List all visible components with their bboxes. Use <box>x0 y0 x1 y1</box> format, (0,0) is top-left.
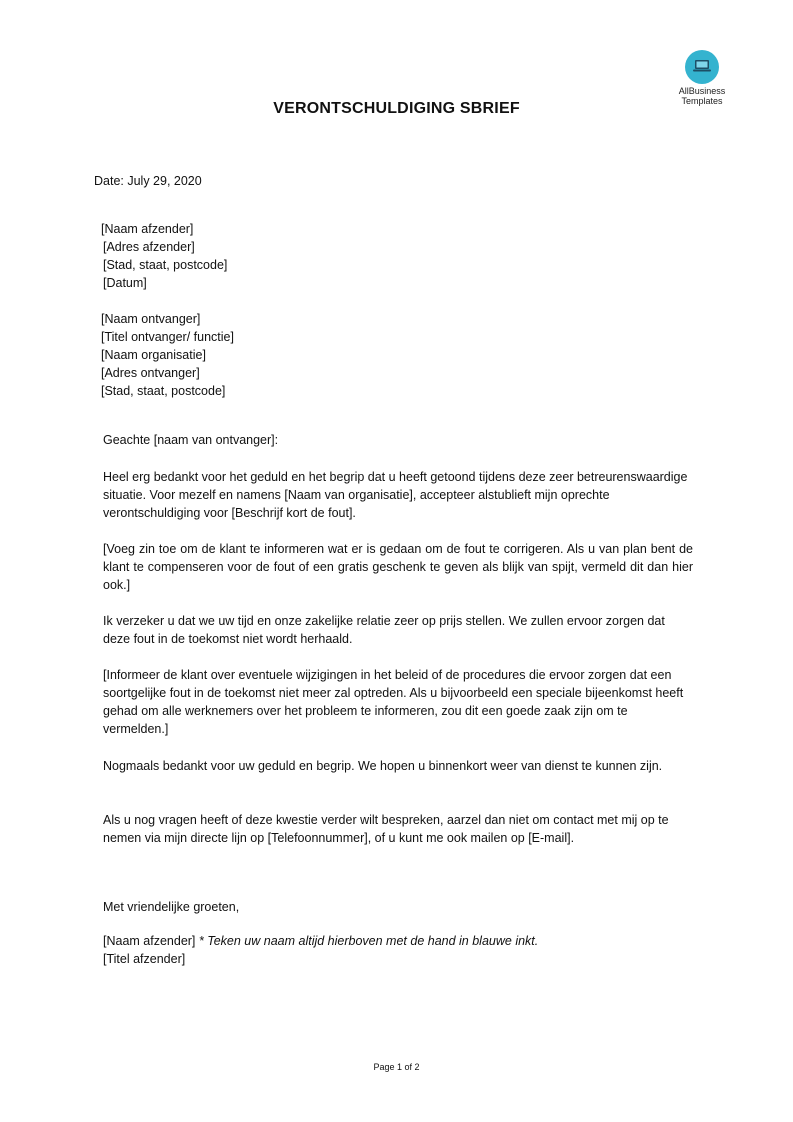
recipient-title: [Titel ontvanger/ functie] <box>101 330 234 344</box>
paragraph: Ik verzeker u dat we uw tijd en onze zakelijke relatie zeer op prijs stellen. We zullen ervoor zorgen dat deze fout in de toekomst niet wordt herhaald. <box>103 614 665 646</box>
recipient-address-block <box>101 310 234 400</box>
signature-line <box>103 932 693 950</box>
allbusiness-logo <box>660 50 744 106</box>
signature-block <box>103 932 693 968</box>
logo-text: AllBusiness Templates <box>678 86 726 106</box>
paragraph: [Voeg zin toe om de klant te informeren wat er is gedaan om de fout te corrigeren. Als u van plan bent de klant te compenseren voor de fout of een gratis geschenk te geven als blijk van spijt, vermeld dit dan hier ook.] <box>103 542 693 592</box>
sender-date: [Datum] <box>103 276 147 290</box>
sender-address: [Adres afzender] <box>103 240 195 254</box>
signature-title: [Titel afzender] <box>103 952 186 966</box>
laptop-icon <box>685 50 719 84</box>
salutation: Geachte [naam van ontvanger]: <box>103 433 279 447</box>
paragraph: Nogmaals bedankt voor uw geduld en begrip. We hopen u binnenkort weer van dienst te kunnen zijn. <box>103 759 663 773</box>
recipient-address: [Adres ontvanger] <box>101 366 200 380</box>
sender-city: [Stad, staat, postcode] <box>103 258 228 272</box>
recipient-organization: [Naam organisatie] <box>101 348 206 362</box>
paragraph: Heel erg bedankt voor het geduld en het begrip dat u heeft getoond tijdens deze zeer betreurenswaardige situatie. Voor mezelf en namens [Naam van organisatie], accepteer alstublieft mijn oprechte verontschuldiging voor [Beschrijf kort de fout]. <box>103 470 688 520</box>
sender-name: [Naam afzender] <box>101 222 194 236</box>
paragraph: [Informeer de klant over eventuele wijzigingen in het beleid of de procedures die ervoor zorgen dat een soortgelijke fout in de toekomst niet meer zal optreden. Als u bijvoorbeeld een speciale bijeenkomst heeft gehad om alle werknemers over het probleem te informeren, zou dit een goede zaak zijn om te vermelden.] <box>103 668 684 736</box>
page-number: Page 1 of 2 <box>373 1062 420 1072</box>
signature-name: [Naam afzender] <box>103 934 196 948</box>
recipient-city: [Stad, staat, postcode] <box>101 384 226 398</box>
signature-note: * Teken uw naam altijd hierboven met de hand in blauwe inkt. <box>198 934 539 948</box>
letter-date: Date: July 29, 2020 <box>94 174 202 188</box>
recipient-name: [Naam ontvanger] <box>101 312 201 326</box>
closing: Met vriendelijke groeten, <box>103 900 240 914</box>
sender-address-block <box>101 220 227 292</box>
document-title: VERONTSCHULDIGING SBRIEF <box>273 100 520 117</box>
paragraph: Als u nog vragen heeft of deze kwestie verder wilt bespreken, aarzel dan niet om contact met mij op te nemen via mijn directe lijn op [Telefoonnummer], of u kunt me ook mailen op [E-mail]. <box>103 813 669 845</box>
